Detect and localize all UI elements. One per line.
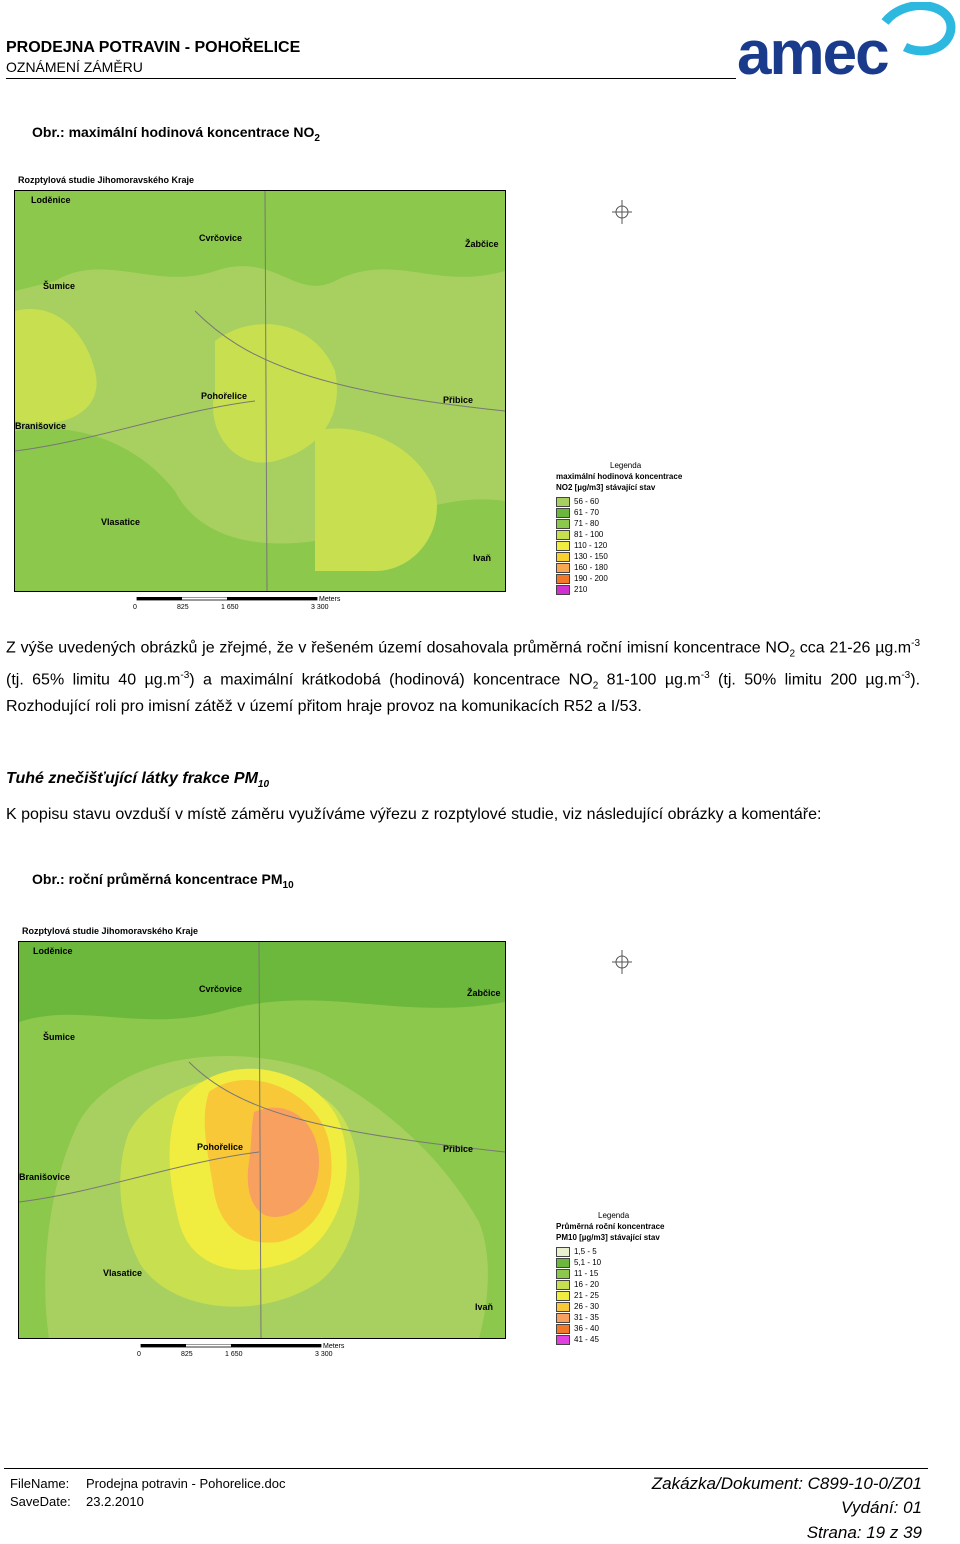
footer-page-number: Strana: 19 z 39 — [806, 1523, 922, 1542]
legend-label: 11 - 15 — [574, 1269, 599, 1278]
legend-swatch — [556, 497, 570, 507]
map2 — [18, 941, 506, 1339]
map1 — [14, 190, 506, 592]
legend-swatch — [556, 1302, 570, 1312]
body-paragraph: Z výše uvedených obrázků je zřejmé, že v řešeném území dosahovala průměrná roční imisní koncentrace $NO_2$ cca 21-26 $\mu g.m^{-3}$ (tj. 65% limitu 40 $\mu g.m^{-3}$) a maximální krátkodobá (hodinová) koncentrace $NO_2$ 81-100 $\mu g.m^{-3}$ (tj. 50% limitu 200 $\mu g.m^{-3}$). Rozhodující roli pro imisní zátěž v území přitom hraje provoz na komunikacích R52 a I/53. — [6, 638, 921, 716]
map2-title: Rozptylová studie Jihomoravského Kraje — [22, 926, 199, 936]
north-arrow-icon — [610, 198, 634, 226]
legend-item — [556, 1279, 664, 1290]
place-label: Branišovice — [15, 421, 67, 431]
footer-savedate-label: SaveDate: — [10, 1494, 71, 1509]
place-label: Pohořelice — [197, 1142, 244, 1152]
legend-item — [556, 1268, 664, 1279]
legend-label: 110 - 120 — [574, 541, 608, 550]
legend-item — [556, 584, 682, 595]
map2-legend: Legenda Průměrná roční koncentrace PM10 [µg/m3] stávající stav 1,5 - 5 5,1 - 10 11 - 15 16 - 20 21 - 25 26 - 30 31 - 35 36 - 40 41 - 45 — [556, 1211, 665, 1344]
legend-label: 21 - 25 — [574, 1291, 599, 1300]
legend-label: 26 - 30 — [574, 1302, 599, 1311]
legend-label: 210 — [574, 585, 588, 594]
section-intro: K popisu stavu ovzduší v místě záměru využíváme výřezu z rozptylové studie, viz následující obrázky a komentáře: — [6, 806, 822, 823]
map1-canvas — [15, 191, 505, 591]
legend-item — [556, 529, 682, 540]
footer-filename: Prodejna potravin - Pohorelice.doc — [86, 1476, 286, 1491]
legend-label: 5,1 - 10 — [574, 1258, 602, 1267]
legend-swatch — [556, 508, 570, 518]
map1-title: Rozptylová studie Jihomoravského Kraje — [18, 175, 195, 185]
legend-item — [556, 1257, 664, 1268]
legend-swatch — [556, 530, 570, 540]
legend-swatch — [556, 1324, 570, 1334]
legend-item — [556, 540, 682, 551]
place-label: Cvrčovice — [199, 984, 243, 994]
legend-item — [556, 1323, 664, 1334]
legend-item — [556, 1246, 664, 1257]
amec-logo — [735, 2, 957, 82]
footer-filename-label: FileName: — [10, 1476, 70, 1491]
legend-label: 36 - 40 — [574, 1324, 599, 1333]
legend-label: 1,5 - 5 — [574, 1247, 597, 1256]
place-label: Žabčice — [465, 239, 499, 249]
legend-item — [556, 507, 682, 518]
place-label: Vlasatice — [101, 517, 141, 527]
legend-item — [556, 1301, 664, 1312]
legend-label: 16 - 20 — [574, 1280, 599, 1289]
figure2-caption: Obr.: roční průměrná koncentrace $PM_{10}$ — [32, 871, 294, 891]
legend-item — [556, 551, 682, 562]
place-label: Ivaň — [473, 553, 492, 563]
legend-item — [556, 1312, 664, 1323]
place-label: Přibice — [443, 1144, 474, 1154]
legend-swatch — [556, 1335, 570, 1345]
legend-label: 31 - 35 — [574, 1313, 599, 1322]
north-arrow-icon — [610, 948, 634, 976]
place-label: Žabčice — [467, 988, 501, 998]
footer-document-id: Zakázka/Dokument: C899-10-0/Z01 — [651, 1474, 922, 1493]
legend-label: 160 - 180 — [574, 563, 608, 572]
footer-divider — [4, 1468, 928, 1469]
legend-swatch — [556, 1258, 570, 1268]
document-title: PRODEJNA POTRAVIN - POHOŘELICE — [6, 39, 301, 56]
map1-legend: Legenda maximální hodinová koncentrace NO2 [µg/m3] stávající stav 56 - 60 61 - 70 71 - 80 81 - 100 110 - 120 130 - 150 160 - 180 190 - 200 210 — [556, 461, 683, 594]
map2-canvas — [19, 942, 505, 1338]
legend-swatch — [556, 541, 570, 551]
place-label: Branišovice — [19, 1172, 71, 1182]
footer-issue: Vydání: 01 — [841, 1498, 922, 1517]
legend-swatch — [556, 585, 570, 595]
legend-swatch — [556, 1280, 570, 1290]
legend-label: 130 - 150 — [574, 552, 608, 561]
figure1-caption: Obr.: maximální hodinová koncentrace $NO_2$ — [32, 124, 320, 144]
footer-savedate: 23.2.2010 — [86, 1494, 144, 1509]
legend-label: 81 - 100 — [574, 530, 604, 539]
place-label: Šumice — [43, 1032, 76, 1042]
legend-label: 190 - 200 — [574, 574, 608, 583]
place-label: Pohořelice — [201, 391, 248, 401]
document-subtitle: OZNÁMENÍ ZÁMĚRU — [6, 59, 143, 75]
legend-item — [556, 1334, 664, 1345]
place-label: Loděnice — [33, 946, 73, 956]
place-label: Vlasatice — [103, 1268, 143, 1278]
legend-swatch — [556, 1313, 570, 1323]
legend-label: 61 - 70 — [574, 508, 599, 517]
legend-label: 71 - 80 — [574, 519, 599, 528]
legend-item — [556, 518, 682, 529]
legend-swatch — [556, 563, 570, 573]
section-heading: Tuhé znečišťující látky frakce $PM_{10}$ — [6, 770, 270, 791]
legend-item — [556, 1290, 664, 1301]
legend-label: 41 - 45 — [574, 1335, 599, 1344]
legend-item — [556, 573, 682, 584]
legend-swatch — [556, 1291, 570, 1301]
place-label: Šumice — [43, 281, 76, 291]
place-label: Přibice — [443, 395, 474, 405]
header-divider — [6, 78, 736, 79]
legend-swatch — [556, 1269, 570, 1279]
place-label: Loděnice — [31, 195, 71, 205]
legend-item — [556, 562, 682, 573]
legend-swatch — [556, 574, 570, 584]
legend-swatch — [556, 1247, 570, 1257]
legend-swatch — [556, 519, 570, 529]
legend-item — [556, 496, 682, 507]
legend-label: 56 - 60 — [574, 497, 599, 506]
place-label: Cvrčovice — [199, 233, 243, 243]
place-label: Ivaň — [475, 1302, 494, 1312]
legend-swatch — [556, 552, 570, 562]
svg-text:amec: amec — [737, 19, 888, 82]
